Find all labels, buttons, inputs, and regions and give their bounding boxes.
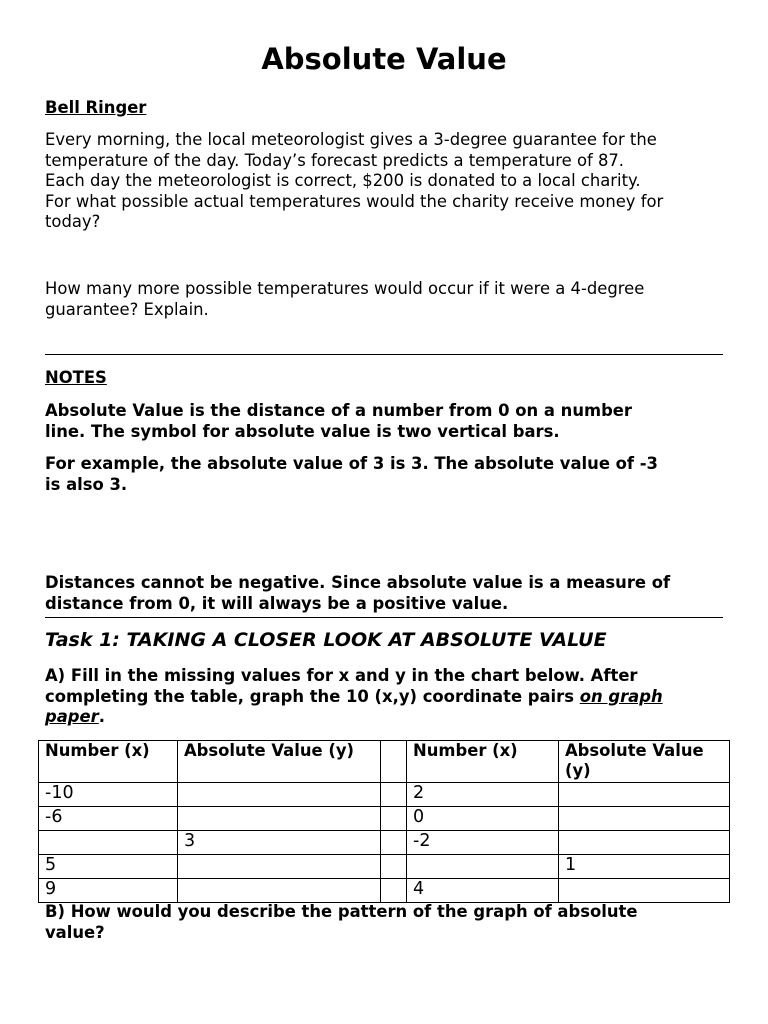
table-row <box>39 783 730 807</box>
spacer-cell <box>381 783 407 807</box>
table-cell[interactable] <box>39 831 178 855</box>
text-line: guarantee? Explain. <box>45 299 209 319</box>
notes-distances <box>45 573 725 614</box>
spacer-cell <box>381 807 407 831</box>
task-1-part-a <box>45 666 725 728</box>
text-span: . <box>98 707 105 726</box>
table-cell[interactable]: 0 <box>407 807 559 831</box>
table-cell[interactable]: -6 <box>39 807 178 831</box>
bell-ringer-paragraph-1 <box>45 130 725 233</box>
spacer-cell <box>381 831 407 855</box>
emphasis-text: on graph <box>579 686 663 706</box>
header-cell: Number (x) <box>39 741 178 783</box>
text-line <box>45 707 725 728</box>
table-cell[interactable] <box>178 855 381 879</box>
emphasis-text: paper <box>45 707 99 726</box>
bell-ringer-heading: Bell Ringer <box>45 98 147 117</box>
table-cell[interactable]: 5 <box>39 855 178 879</box>
table-cell[interactable] <box>559 879 730 903</box>
text-line: Every morning, the local meteorologist gives a 3-degree guarantee for the <box>45 130 657 149</box>
spacer-cell <box>381 741 407 783</box>
table-cell[interactable]: 9 <box>39 879 178 903</box>
table-cell[interactable]: -10 <box>39 783 178 807</box>
page-title: Absolute Value <box>261 42 507 76</box>
text-line: temperature of the day. Today’s forecast predicts a temperature of 87. <box>45 150 625 170</box>
header-cell: Number (x) <box>407 741 559 783</box>
notes-example <box>45 454 725 495</box>
header-cell: Absolute Value (y) <box>178 741 381 783</box>
table-cell[interactable] <box>178 807 381 831</box>
text-line: line. The symbol for absolute value is two vertical bars. <box>45 421 560 441</box>
spacer-cell <box>381 879 407 903</box>
table-row <box>39 831 730 855</box>
table-cell[interactable]: 3 <box>178 831 381 855</box>
table-cell[interactable]: 2 <box>407 783 559 807</box>
text-line: Distances cannot be negative. Since absolute value is a measure of <box>45 573 671 592</box>
table-cell[interactable]: 1 <box>559 855 730 879</box>
text-line: For what possible actual temperatures would the charity receive money for <box>45 191 664 211</box>
table-cell[interactable] <box>407 855 559 879</box>
table-row <box>39 879 730 903</box>
notes-heading: NOTES <box>45 368 107 387</box>
text-line: Each day the meteorologist is correct, $200 is donated to a local charity. <box>45 171 641 190</box>
table-header-row <box>39 741 730 783</box>
table-cell[interactable] <box>559 807 730 831</box>
table-cell[interactable] <box>178 879 381 903</box>
text-line: is also 3. <box>45 474 128 494</box>
text-line: value? <box>45 922 105 942</box>
table-cell[interactable]: 4 <box>407 879 559 903</box>
text-line: distance from 0, it will always be a positive value. <box>45 593 509 613</box>
notes-definition <box>45 401 725 442</box>
table-cell[interactable]: -2 <box>407 831 559 855</box>
table-row <box>39 855 730 879</box>
text-line: B) How would you describe the pattern of the graph of absolute <box>45 902 638 921</box>
table-row <box>39 807 730 831</box>
text-line <box>45 687 725 708</box>
table-cell[interactable] <box>559 831 730 855</box>
section-divider <box>45 354 723 355</box>
text-line: today? <box>45 212 101 231</box>
table-cell[interactable] <box>178 783 381 807</box>
task-1-part-b <box>45 902 725 943</box>
spacer-cell <box>381 855 407 879</box>
xy-value-table <box>38 740 730 903</box>
task-1-heading: Task 1: TAKING A CLOSER LOOK AT ABSOLUTE VALUE <box>45 629 607 651</box>
bell-ringer-paragraph-2 <box>45 279 725 320</box>
text-span: completing the table, graph the 10 (x,y) coordinate pairs <box>45 686 575 706</box>
header-cell: Absolute Value (y) <box>559 741 730 783</box>
text-line: For example, the absolute value of 3 is 3. The absolute value of -3 <box>45 454 658 473</box>
text-line: A) Fill in the missing values for x and y in the chart below. After <box>45 666 638 685</box>
text-line: How many more possible temperatures would occur if it were a 4-degree <box>45 279 645 298</box>
section-divider <box>45 617 723 618</box>
text-line: Absolute Value is the distance of a number from 0 on a number <box>45 401 632 420</box>
table-cell[interactable] <box>559 783 730 807</box>
